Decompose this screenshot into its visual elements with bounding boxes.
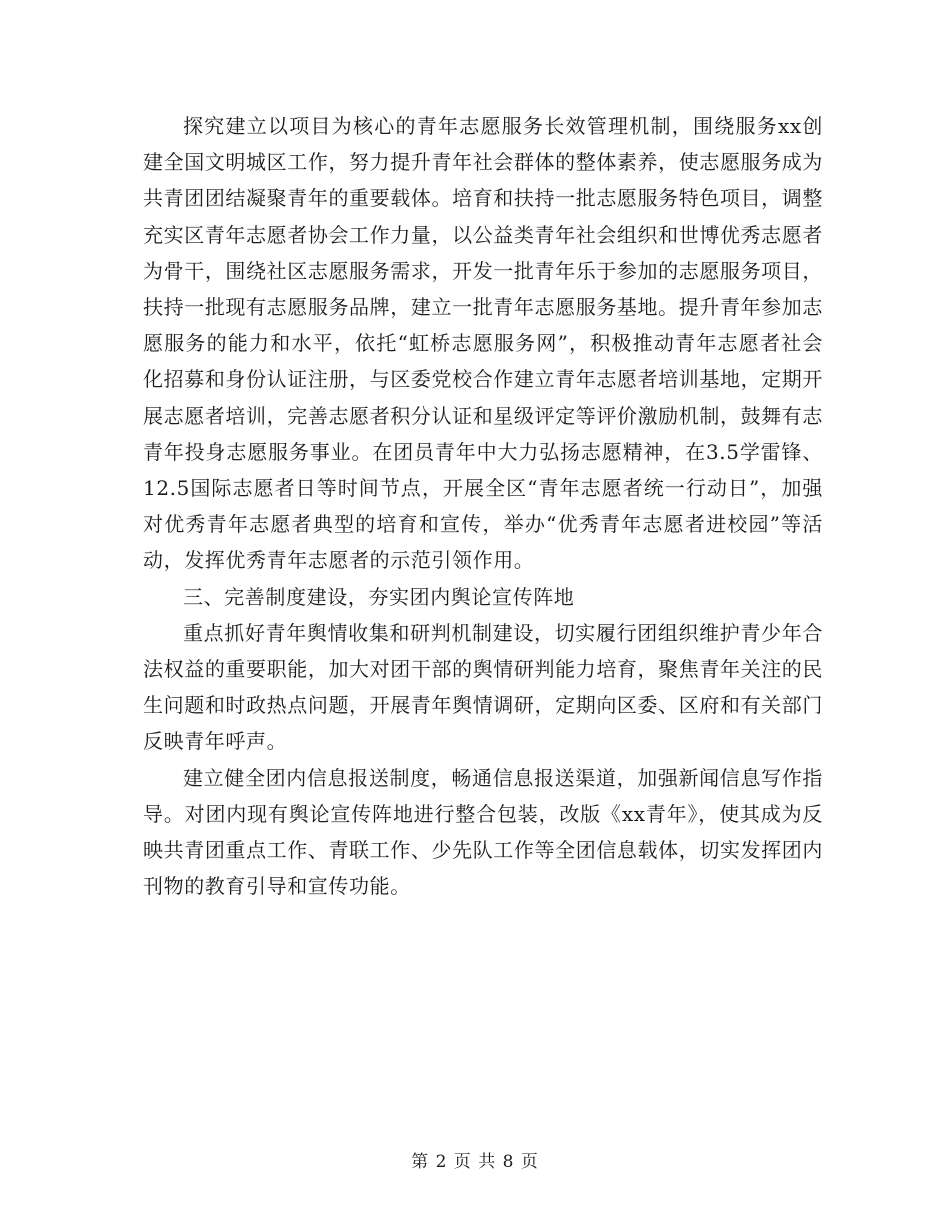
section-heading-publicity: 三、完善制度建设，夯实团内舆论宣传阵地 [183,584,575,609]
paragraph-public-opinion: 重点抓好青年舆情收集和研判机制建设，切实履行团组织维护青少年合法权益的重要职能，加大对团干部的舆情研判能力培育，聚焦青年关注的民生问题和时政热点问题，开展青年舆情调研，定期向区委、区府和有关部门反映青年呼声。 [143,620,823,754]
paragraph-information-reporting: 建立健全团内信息报送制度，畅通信息报送渠道，加强新闻信息写作指导。对团内现有舆论宣传阵地进行整合包装，改版《xx青年》，使其成为反映共青团重点工作、青联工作、少先队工作等全团信息载体，切实发挥团内刊物的教育引导和宣传功能。 [143,765,823,899]
paragraph-volunteer-service: 探究建立以项目为核心的青年志愿服务长效管理机制，围绕服务xx创建全国文明城区工作，努力提升青年社会群体的整体素养，使志愿服务成为共青团团结凝聚青年的重要载体。培育和扶持一批志愿服务特色项目，调整充实区青年志愿者协会工作力量，以公益类青年社会组织和世博优秀志愿者为骨干，围绕社区志愿服务需求，开发一批青年乐于参加的志愿服务项目，扶持一批现有志愿服务品牌，建立一批青年志愿服务基地。提升青年参加志愿服务的能力和水平，依托“虹桥志愿服务网”，积极推动青年志愿者社会化招募和身份认证注册，与区委党校合作建立青年志愿者培训基地，定期开展志愿者培训，完善志愿者积分认证和星级评定等评价激励机制，鼓舞有志青年投身志愿服务事业。在团员青年中大力弘扬志愿精神，在3.5学雷锋、12.5国际志愿者日等时间节点，开展全区“青年志愿者统一行动日”，加强对优秀青年志愿者典型的培育和宣传，举办“优秀青年志愿者进校园”等活动，发挥优秀青年志愿者的示范引领作用。 [143,114,823,573]
page-number-footer: 第 2 页 共 8 页 [411,1152,539,1172]
document-body [143,108,823,904]
